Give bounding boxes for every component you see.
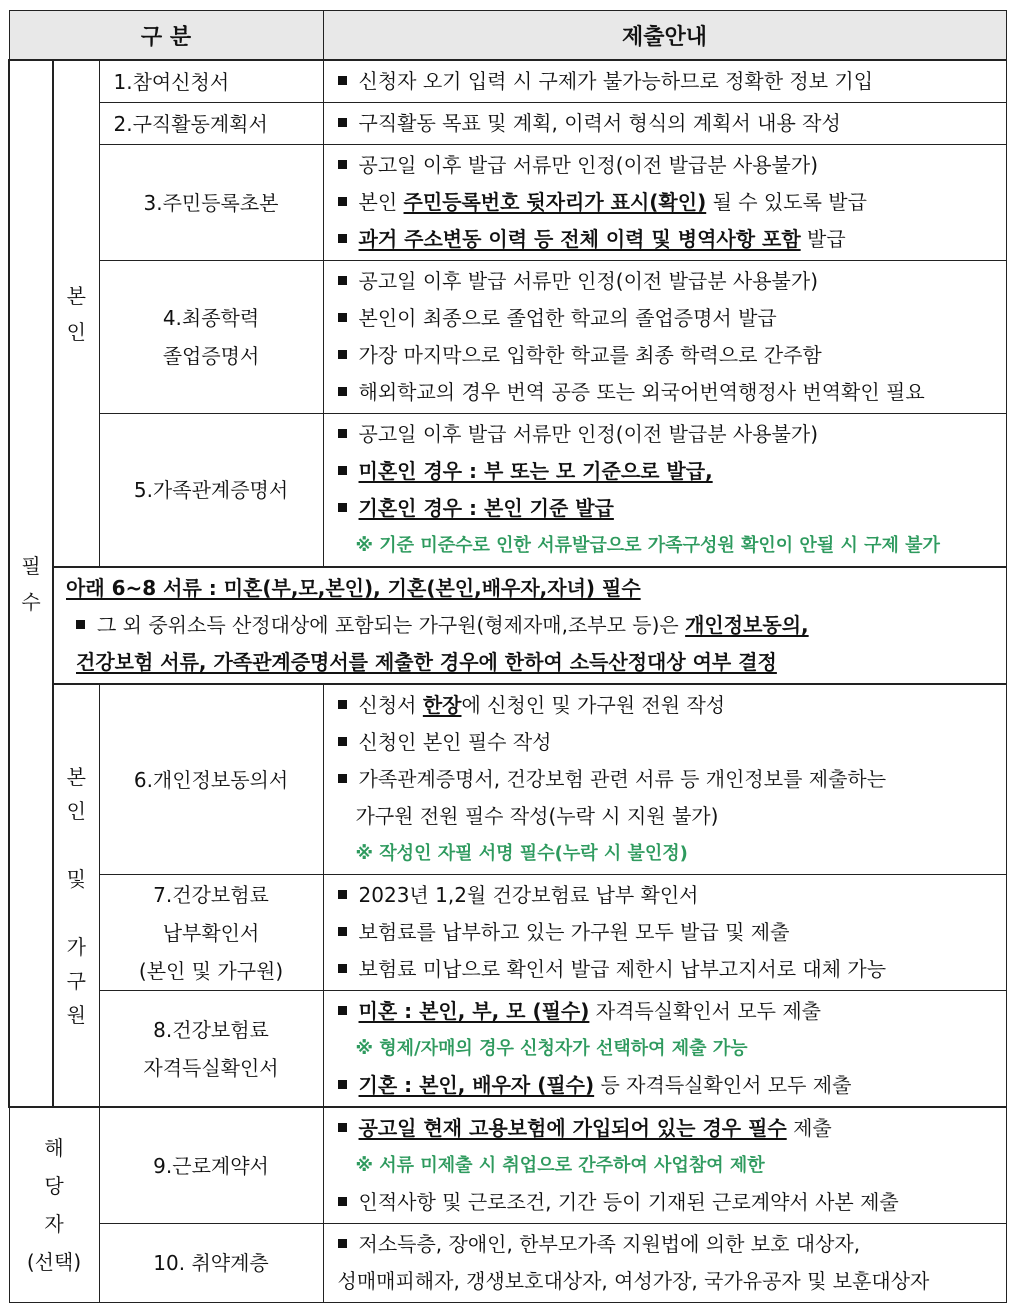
table-row [9,261,1006,414]
square-bullet-icon [338,1006,347,1015]
square-bullet-icon [338,76,347,85]
bullet-line [324,1110,1006,1147]
bullet-text: 공고일 이후 발급 서류만 인정(이전 발급분 사용불가) [358,153,819,177]
guide-cell [323,414,1006,568]
bullet-line [324,105,1006,142]
household-note-line [62,607,1006,644]
bullet-text: 2023년 1,2월 건강보험료 납부 확인서 [358,883,699,907]
square-bullet-icon [338,737,347,746]
emphasis-text: 과거 주소변동 이력 등 전체 이력 및 병역사항 포함 [358,227,801,251]
bullet-text: 등 자격득실확인서 모두 제출 [594,1073,852,1097]
group-self: 본 인 [53,60,99,567]
bullet-text: 보험료를 납부하고 있는 가구원 모두 발급 및 제출 [358,920,790,944]
bullet-line [324,490,1006,527]
bullet-text: 에 신청인 및 가구원 전원 작성 [461,693,726,717]
bullet-line [324,724,1006,761]
table-row [9,60,1006,103]
bullet-line [324,147,1006,184]
square-bullet-icon [338,503,347,512]
guide-cell [323,103,1006,145]
square-bullet-icon [338,197,347,206]
bullet-line [324,221,1006,258]
document-name: 3.주민등록초본 [99,145,323,261]
square-bullet-icon [338,890,347,899]
header-category: 구 분 [9,11,323,61]
group-self-and-household: 본 인 및 가 구 원 [53,684,99,1107]
square-bullet-icon [338,350,347,359]
square-bullet-icon [338,1239,347,1248]
group-required: 필 수 [9,60,53,1107]
bullet-text: 신청인 본인 필수 작성 [358,730,552,754]
emphasis-text: 주민등록번호 뒷자리가 표시(확인) [403,190,707,214]
square-bullet-icon [338,118,347,127]
table-row [9,103,1006,145]
note-line: ※ 작성인 자필 서명 필수(누락 시 불인정) [355,843,688,864]
document-name: 6.개인정보동의서 [99,684,323,875]
bullet-line [324,416,1006,453]
bullet-line [324,184,1006,221]
document-name: 5.가족관계증명서 [99,414,323,568]
square-bullet-icon [76,620,85,629]
document-name: 7.건강보험료 납부확인서 (본인 및 가구원) [99,875,323,991]
bullet-line [324,1226,1006,1263]
bullet-text: 될 수 있도록 발급 [706,190,867,214]
guide-cell [323,145,1006,261]
bullet-text: 가장 마지막으로 입학한 학교를 최종 학력으로 간주함 [358,343,822,367]
bullet-text: 해외학교의 경우 번역 공증 또는 외국어번역행정사 번역확인 필요 [358,380,925,404]
bullet-text: 인적사항 및 근로조건, 기간 등이 기재된 근로계약서 사본 제출 [358,1190,899,1214]
bullet-line [324,1067,1006,1104]
bullet-text: 제출 [786,1116,832,1140]
household-note-text: 그 외 중위소득 산정대상에 포함되는 가구원(형제자매,조부모 등)은 [97,613,686,637]
square-bullet-icon [338,700,347,709]
submission-guide-table [8,10,1007,1303]
table-row [9,684,1006,875]
emphasis-text: 미혼인 경우 : 부 또는 모 기준으로 발급, [358,459,713,483]
emphasis-text: 한장 [422,693,462,717]
bullet-line [324,951,1006,988]
table-row [9,1224,1006,1303]
table-row [9,1107,1006,1224]
square-bullet-icon [338,466,347,475]
bullet-text: 공고일 이후 발급 서류만 인정(이전 발급분 사용불가) [358,422,819,446]
note-line: ※ 기준 미준수로 인한 서류발급으로 가족구성원 확인이 안될 시 구제 불가 [355,535,940,556]
square-bullet-icon [338,1197,347,1206]
bullet-text: 본인 [358,190,404,214]
bullet-line [324,453,1006,490]
document-name: 4.최종학력 졸업증명서 [99,261,323,414]
continued-line: 가구원 전원 필수 작성(누락 시 지원 불가) [355,804,719,828]
group-optional: 해 당 자 (선택) [9,1107,99,1303]
emphasis-text: 기혼인 경우 : 본인 기준 발급 [358,496,614,520]
household-note-title: 아래 6~8 서류 : 미혼(부,모,본인), 기혼(본인,배우자,자녀) 필수 [66,576,641,600]
bullet-text: 본인이 최종으로 졸업한 학교의 졸업증명서 발급 [358,306,777,330]
bullet-text: 발급 [800,227,846,251]
square-bullet-icon [338,234,347,243]
bullet-text: 가족관계증명서, 건강보험 관련 서류 등 개인정보를 제출하는 [358,767,887,791]
table-row [9,991,1006,1108]
header-guide: 제출안내 [323,11,1006,61]
guide-cell [323,684,1006,875]
bullet-text: 신청자 오기 입력 시 구제가 불가능하므로 정확한 정보 기입 [358,69,874,93]
document-name: 1.참여신청서 [99,60,323,103]
bullet-line [324,337,1006,374]
bullet-text: 신청서 [358,693,423,717]
document-name: 2.구직활동계획서 [99,103,323,145]
square-bullet-icon [338,313,347,322]
square-bullet-icon [338,1123,347,1132]
note-line: ※ 서류 미제출 시 취업으로 간주하여 사업참여 제한 [355,1155,765,1176]
emphasis-text: 기혼 : 본인, 배우자 (필수) [358,1073,595,1097]
bullet-text: 보험료 미납으로 확인서 발급 제한시 납부고지서로 대체 가능 [358,957,887,981]
household-note-line: 건강보험 서류, 가족관계증명서를 제출한 경우에 한하여 소득산정대상 여부 결정 [76,650,777,674]
square-bullet-icon [338,964,347,973]
square-bullet-icon [338,276,347,285]
square-bullet-icon [338,1080,347,1089]
guide-cell [323,875,1006,991]
note-line: ※ 형제/자매의 경우 신청자가 선택하여 제출 가능 [355,1038,748,1059]
emphasis-text: 미혼 : 본인, 부, 모 (필수) [358,999,590,1023]
table-row [9,875,1006,991]
bullet-line [324,1184,1006,1221]
guide-cell [323,261,1006,414]
bullet-text: 저소득층, 장애인, 한부모가족 지원법에 의한 보호 대상자, [358,1232,861,1256]
bullet-line [324,63,1006,100]
table-row [9,145,1006,261]
square-bullet-icon [338,387,347,396]
bullet-text: 공고일 이후 발급 서류만 인정(이전 발급분 사용불가) [358,269,819,293]
bullet-line [324,993,1006,1030]
document-name: 8.건강보험료 자격득실확인서 [99,991,323,1108]
emphasis-text: 공고일 현재 고용보험에 가입되어 있는 경우 필수 [358,1116,787,1140]
bullet-line [324,374,1006,411]
plain-line: 성매매피해자, 갱생보호대상자, 여성가장, 국가유공자 및 보훈대상자 [337,1269,930,1293]
square-bullet-icon [338,429,347,438]
guide-cell [323,991,1006,1108]
document-name: 9.근로계약서 [99,1107,323,1224]
guide-cell [323,1107,1006,1224]
table-header-row [9,11,1006,61]
bullet-line [324,300,1006,337]
bullet-text: 구직활동 목표 및 계획, 이력서 형식의 계획서 내용 작성 [358,111,841,135]
bullet-text: 자격득실확인서 모두 제출 [589,999,821,1023]
square-bullet-icon [338,774,347,783]
household-note-cell [53,567,1006,684]
bullet-line [324,877,1006,914]
guide-cell [323,60,1006,103]
bullet-line [324,914,1006,951]
bullet-line [324,263,1006,300]
document-name: 10. 취약계층 [99,1224,323,1303]
bullet-line [324,687,1006,724]
table-row-note [9,567,1006,684]
emphasis-text: 개인정보동의, [685,613,809,637]
bullet-line [324,761,1006,798]
square-bullet-icon [338,927,347,936]
table-row [9,414,1006,568]
square-bullet-icon [338,160,347,169]
guide-cell [323,1224,1006,1303]
